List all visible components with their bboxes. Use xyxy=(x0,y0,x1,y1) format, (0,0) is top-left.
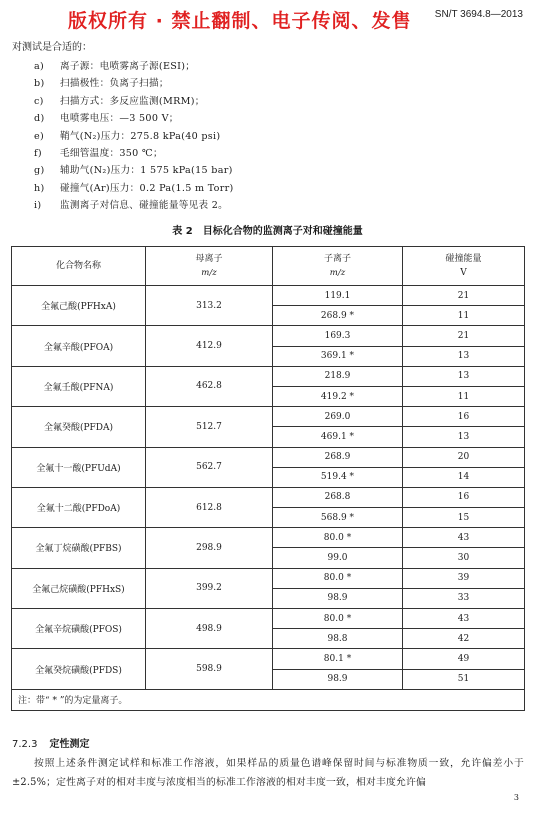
list-marker: g) xyxy=(34,165,45,177)
list-text: 电喷雾电压：—3 500 V； xyxy=(60,113,179,125)
list-marker: e) xyxy=(34,130,45,142)
header-daughter-label: 子离子 xyxy=(323,254,351,264)
compound-cell: 全氟己烷磺酸(PFHxS) xyxy=(12,568,146,608)
list-item xyxy=(34,145,234,162)
table-header-row xyxy=(12,247,525,286)
daughter-ion-cell: 218.9 xyxy=(273,366,403,386)
energy-cell: 49 xyxy=(403,649,525,669)
body-paragraph: 按照上述条件测定试样和标准工作溶液，如果样品的质量色谱峰保留时间与标准物质一致，允许偏差小于±2.5%；定性离子对的相对丰度与浓度相当的标准工作溶液的相对丰度一致，相对丰度允许偏 xyxy=(12,758,524,788)
list-marker: c) xyxy=(34,95,44,107)
header-parent-ion xyxy=(146,247,273,286)
list-text: 辅助气(N₂)压力：1 575 kPa(15 bar) xyxy=(60,165,233,177)
energy-cell: 21 xyxy=(403,326,525,346)
list-text: 扫描极性：负离子扫描； xyxy=(60,78,169,90)
list-marker: h) xyxy=(34,182,45,194)
compound-cell: 全氟辛酸(PFOA) xyxy=(12,326,146,366)
energy-cell: 14 xyxy=(403,467,525,487)
compound-cell: 全氟壬酸(PFNA) xyxy=(12,366,146,406)
list-item xyxy=(34,93,234,110)
section-number: 7.2.3 xyxy=(12,739,38,750)
daughter-ion-cell: 568.9 * xyxy=(273,508,403,528)
list-item xyxy=(34,110,234,127)
table-row xyxy=(12,366,525,386)
energy-cell: 43 xyxy=(403,609,525,629)
compound-cell: 全氟癸烷磺酸(PFDS) xyxy=(12,649,146,689)
energy-cell: 15 xyxy=(403,508,525,528)
energy-cell: 33 xyxy=(403,588,525,608)
header-collision-energy xyxy=(403,247,525,286)
table-note-row xyxy=(12,689,525,710)
table-row xyxy=(12,286,525,306)
parent-ion-cell: 412.9 xyxy=(146,326,273,366)
daughter-ion-cell: 369.1 * xyxy=(273,346,403,366)
header-parent-unit: m/z xyxy=(201,268,217,278)
table-row xyxy=(12,528,525,548)
parent-ion-cell: 298.9 xyxy=(146,528,273,568)
energy-cell: 51 xyxy=(403,669,525,689)
list-item xyxy=(34,128,234,145)
list-text: 扫描方式：多反应监测(MRM)； xyxy=(60,95,205,107)
parent-ion-cell: 598.9 xyxy=(146,649,273,689)
header-energy-unit: V xyxy=(460,268,467,278)
list-text: 碰撞气(Ar)压力：0.2 Pa(1.5 m Torr) xyxy=(60,182,234,194)
section-heading xyxy=(12,735,89,750)
copyright-watermark: 版权所有 · 禁止翻制、电子传阅、发售 xyxy=(68,10,412,32)
daughter-ion-cell: 99.0 xyxy=(273,548,403,568)
list-text: 鞘气(N₂)压力：275.8 kPa(40 psi) xyxy=(60,130,221,142)
energy-cell: 16 xyxy=(403,487,525,507)
header-parent-label: 母离子 xyxy=(195,254,223,264)
energy-cell: 20 xyxy=(403,447,525,467)
list-marker: i) xyxy=(34,200,42,212)
table-row xyxy=(12,447,525,467)
daughter-ion-cell: 98.8 xyxy=(273,629,403,649)
section-title: 定性测定 xyxy=(49,739,90,750)
list-item xyxy=(34,197,234,214)
header-daughter-unit: m/z xyxy=(329,268,346,278)
parent-ion-cell: 562.7 xyxy=(146,447,273,487)
list-marker: d) xyxy=(34,113,45,125)
list-marker: f) xyxy=(34,147,42,159)
page-number: 3 xyxy=(513,793,519,802)
parent-ion-cell: 512.7 xyxy=(146,407,273,447)
parent-ion-cell: 399.2 xyxy=(146,568,273,608)
compound-cell: 全氟十一酸(PFUdA) xyxy=(12,447,146,487)
daughter-ion-cell: 98.9 xyxy=(273,669,403,689)
energy-cell: 13 xyxy=(403,366,525,386)
daughter-ion-cell: 80.0 * xyxy=(273,528,403,548)
table-row xyxy=(12,487,525,507)
daughter-ion-cell: 469.1 * xyxy=(273,427,403,447)
list-text: 监测离子对信息、碰撞能量等见表 2。 xyxy=(60,200,229,212)
compound-cell: 全氟辛烷磺酸(PFOS) xyxy=(12,609,146,649)
table-row xyxy=(12,568,525,588)
list-item xyxy=(34,58,234,75)
energy-cell: 43 xyxy=(403,528,525,548)
energy-cell: 30 xyxy=(403,548,525,568)
compound-cell: 全氟己酸(PFHxA) xyxy=(12,286,146,326)
parent-ion-cell: 612.8 xyxy=(146,487,273,527)
header-energy-label: 碰撞能量 xyxy=(445,254,482,264)
list-item xyxy=(34,75,234,92)
daughter-ion-cell: 80.1 * xyxy=(273,649,403,669)
daughter-ion-cell: 98.9 xyxy=(273,588,403,608)
daughter-ion-cell: 519.4 * xyxy=(273,467,403,487)
daughter-ion-cell: 268.8 xyxy=(273,487,403,507)
daughter-ion-cell: 419.2 * xyxy=(273,386,403,406)
daughter-ion-cell: 169.3 xyxy=(273,326,403,346)
energy-cell: 11 xyxy=(403,386,525,406)
energy-cell: 21 xyxy=(403,286,525,306)
daughter-ion-cell: 80.0 * xyxy=(273,609,403,629)
table-title: 表 2 目标化合物的监测离子对和碰撞能量 xyxy=(172,226,363,237)
conditions-list xyxy=(34,58,234,215)
daughter-ion-cell: 119.1 xyxy=(273,286,403,306)
compound-cell: 全氟癸酸(PFDA) xyxy=(12,407,146,447)
compound-cell: 全氟丁烷磺酸(PFBS) xyxy=(12,528,146,568)
list-marker: b) xyxy=(34,78,45,90)
daughter-ion-cell: 268.9 xyxy=(273,447,403,467)
daughter-ion-cell: 80.0 * xyxy=(273,568,403,588)
table-row xyxy=(12,609,525,629)
table-note: 注：带“ * ”的为定量离子。 xyxy=(12,689,525,710)
energy-cell: 13 xyxy=(403,346,525,366)
energy-cell: 42 xyxy=(403,629,525,649)
energy-cell: 11 xyxy=(403,306,525,326)
standard-code: SN/T 3694.8—2013 xyxy=(434,9,523,20)
list-marker: a) xyxy=(34,61,45,72)
table-row xyxy=(12,649,525,669)
daughter-ion-cell: 269.0 xyxy=(273,407,403,427)
list-text: 毛细管温度：350 ℃； xyxy=(60,147,163,159)
energy-cell: 16 xyxy=(403,407,525,427)
table-row xyxy=(12,326,525,346)
parent-ion-cell: 313.2 xyxy=(146,286,273,326)
compound-cell: 全氟十二酸(PFDoA) xyxy=(12,487,146,527)
parent-ion-cell: 462.8 xyxy=(146,366,273,406)
list-text: 离子源：电喷雾离子源(ESI)； xyxy=(60,61,196,72)
list-item xyxy=(34,162,234,179)
daughter-ion-cell: 268.9 * xyxy=(273,306,403,326)
ion-pair-table xyxy=(11,246,525,711)
parent-ion-cell: 498.9 xyxy=(146,609,273,649)
energy-cell: 39 xyxy=(403,568,525,588)
table-row xyxy=(12,407,525,427)
header-daughter-ion xyxy=(273,247,403,286)
list-item xyxy=(34,180,234,197)
header-compound: 化合物名称 xyxy=(12,247,146,286)
energy-cell: 13 xyxy=(403,427,525,447)
intro-text: 对测试是合适的： xyxy=(12,42,92,53)
